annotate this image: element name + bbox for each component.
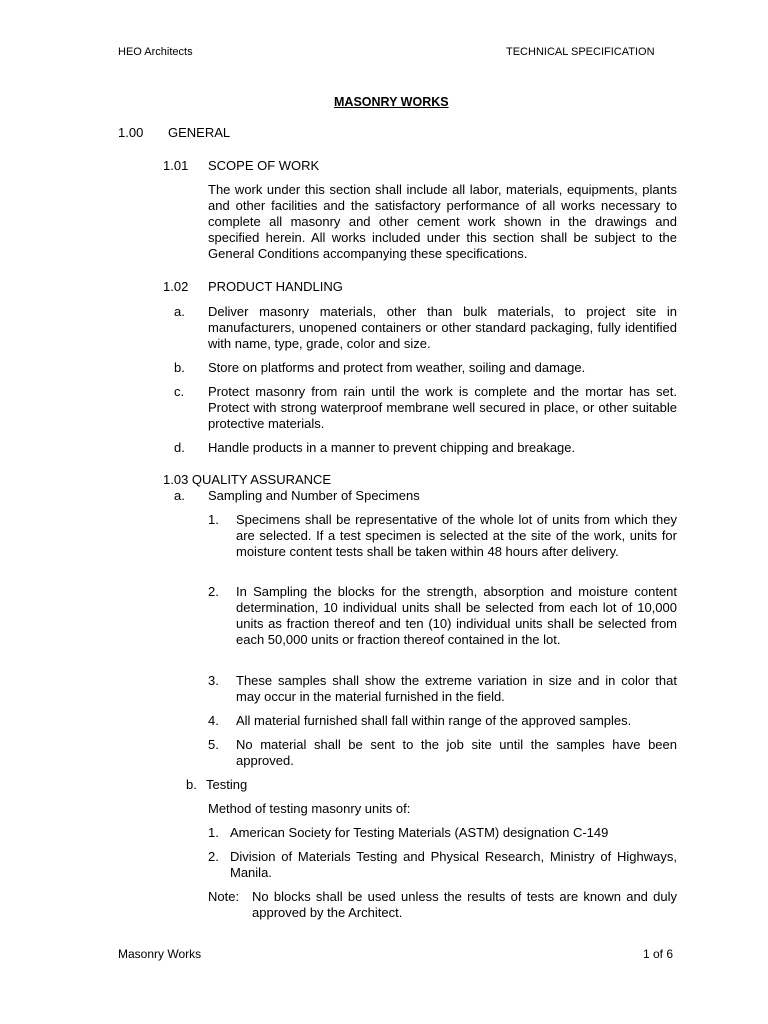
footer-left: Masonry Works xyxy=(118,947,202,961)
header-left: HEO Architects xyxy=(118,46,193,58)
list-marker: a. xyxy=(174,304,185,319)
list-marker: 2. xyxy=(208,584,219,599)
list-marker: 3. xyxy=(208,673,219,688)
scope-paragraph: The work under this section shall include all labor, materials, equipments, plants and other facilities and the satisfactory performance of all works necessary to complete all masonry and other cement work shown in the drawings and specified herein. All works included under this section shall be subject to the General Conditions accompanying these specifications. xyxy=(208,182,677,261)
list-item: These samples shall show the extreme variation in size and in color that may occur in the material furnished in the field. xyxy=(236,673,677,704)
page-title: MASONRY WORKS xyxy=(334,95,449,109)
section-number: 1.00 xyxy=(118,125,144,140)
list-item: In Sampling the blocks for the strength, absorption and moisture content determination, 10 individual units shall be selected from each lot of 10,000 units as fraction thereof and ten (10) individual units shall be selected from each 50,000 units or fraction thereof contained in the lot. xyxy=(236,584,677,647)
list-marker: 2. xyxy=(208,849,219,864)
list-marker: a. xyxy=(174,488,185,503)
subsection-label: PRODUCT HANDLING xyxy=(208,279,343,294)
testing-intro: Method of testing masonry units of: xyxy=(208,801,411,816)
list-item: Specimens shall be representative of the whole lot of units from which they are selected. If a test specimen is selected at the site of the work, units for moisture content tests shall be taken within 48 hours after delivery. xyxy=(236,512,677,559)
list-item: Handle products in a manner to prevent chipping and breakage. xyxy=(208,440,576,455)
list-item: American Society for Testing Materials (ASTM) designation C-149 xyxy=(230,825,609,840)
list-item: Store on platforms and protect from weather, soiling and damage. xyxy=(208,360,586,375)
subsection-number: 1.01 xyxy=(163,158,189,173)
list-marker: b. xyxy=(174,360,185,375)
sublist-label: Testing xyxy=(206,777,248,792)
list-item: All material furnished shall fall within range of the approved samples. xyxy=(236,713,632,728)
list-item: No material shall be sent to the job site until the samples have been approved. xyxy=(236,737,677,768)
list-item: Protect masonry from rain until the work is complete and the mortar has set. Protect with strong waterproof membrane well secured in place, or other suitable protective materials. xyxy=(208,384,677,431)
list-marker: 1. xyxy=(208,512,219,527)
subsection-heading: 1.03 QUALITY ASSURANCE xyxy=(163,472,332,487)
list-marker: b. xyxy=(186,777,197,792)
page-number: 1 of 6 xyxy=(643,947,674,961)
section-label: GENERAL xyxy=(168,125,231,140)
note-label: Note: xyxy=(208,889,240,904)
list-marker: d. xyxy=(174,440,185,455)
sublist-label: Sampling and Number of Specimens xyxy=(208,488,420,503)
note-text: No blocks shall be used unless the results of tests are known and duly approved by the Architect. xyxy=(252,889,677,920)
list-item: Division of Materials Testing and Physical Research, Ministry of Highways, Manila. xyxy=(230,849,677,880)
subsection-label: SCOPE OF WORK xyxy=(208,158,320,173)
list-item: Deliver masonry materials, other than bulk materials, to project site in manufacturers, unopened containers or other standard packaging, fully identified with name, type, grade, color and size. xyxy=(208,304,677,351)
header-right: TECHNICAL SPECIFICATION xyxy=(506,46,655,58)
list-marker: 1. xyxy=(208,825,219,840)
list-marker: c. xyxy=(174,384,185,399)
list-marker: 4. xyxy=(208,713,219,728)
subsection-number: 1.02 xyxy=(163,279,189,294)
list-marker: 5. xyxy=(208,737,219,752)
